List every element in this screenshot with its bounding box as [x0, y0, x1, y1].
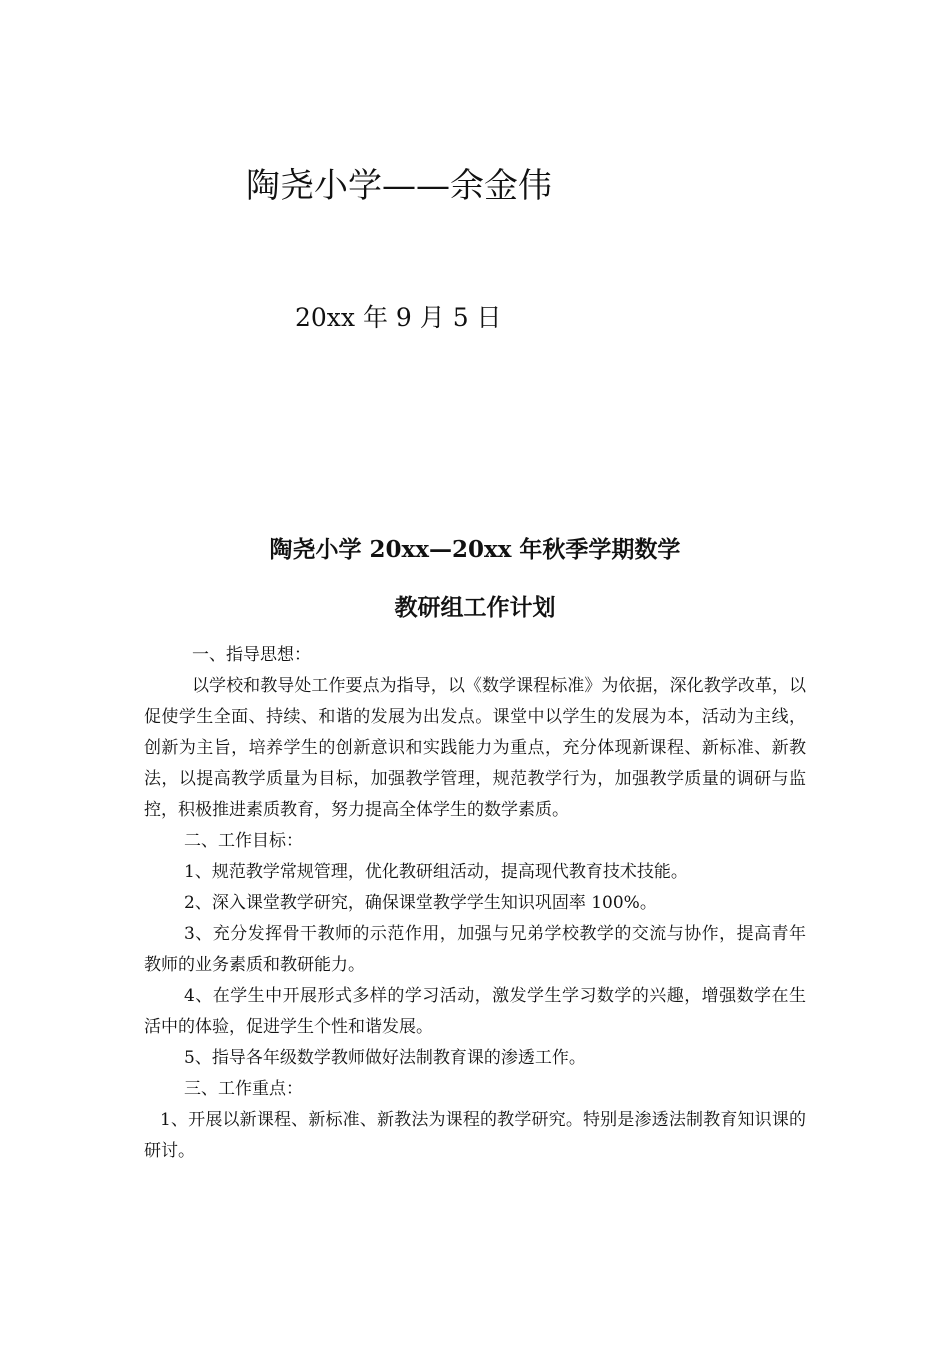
document-body	[144, 640, 806, 1167]
cover-author: 陶尧小学——余金伟	[246, 166, 552, 206]
guiding-ideology-paragraph: 以学校和教导处工作要点为指导，以《数学课程标准》为依据，深化教学改革，以促使学生全面、持续、和谐的发展为出发点。课堂中以学生的发展为本，活动为主线，创新为主旨，培养学生的创新意识和实践能力为重点，充分体现新课程、新标准、新教法，以提高教学质量为目标，加强教学管理，规范教学行为，加强教学质量的调研与监控，积极推进素质教育，努力提高全体学生的数学素质。	[144, 676, 806, 820]
section-heading-work-focus: 三、工作重点：	[184, 1079, 303, 1099]
cover-date: 20xx 年 9 月 5 日	[295, 303, 502, 332]
goal-item: 3、充分发挥骨干教师的示范作用，加强与兄弟学校教学的交流与协作，提高青年教师的业务素质和教研能力。	[144, 924, 806, 975]
goal-item: 4、在学生中开展形式多样的学习活动，激发学生学习数学的兴趣，增强数学在生活中的体验，促进学生个性和谐发展。	[144, 986, 806, 1037]
goal-item: 1、规范教学常规管理，优化教研组活动，提高现代教育技术技能。	[184, 862, 688, 882]
section-heading-work-goals: 二、工作目标：	[184, 831, 303, 851]
goal-item: 5、指导各年级数学教师做好法制教育课的渗透工作。	[184, 1048, 586, 1068]
section-heading-guiding-ideology: 一、指导思想：	[192, 645, 311, 665]
focus-item: 1、开展以新课程、新标准、新教法为课程的教学研究。特别是渗透法制教育知识课的研讨。	[144, 1110, 806, 1161]
document-title-line-2: 教研组工作计划	[394, 594, 556, 621]
goal-item: 2、深入课堂教学研究，确保课堂教学学生知识巩固率 100%。	[184, 893, 657, 913]
document-title-line-1: 陶尧小学 20xx—20xx 年秋季学期数学	[269, 536, 681, 563]
